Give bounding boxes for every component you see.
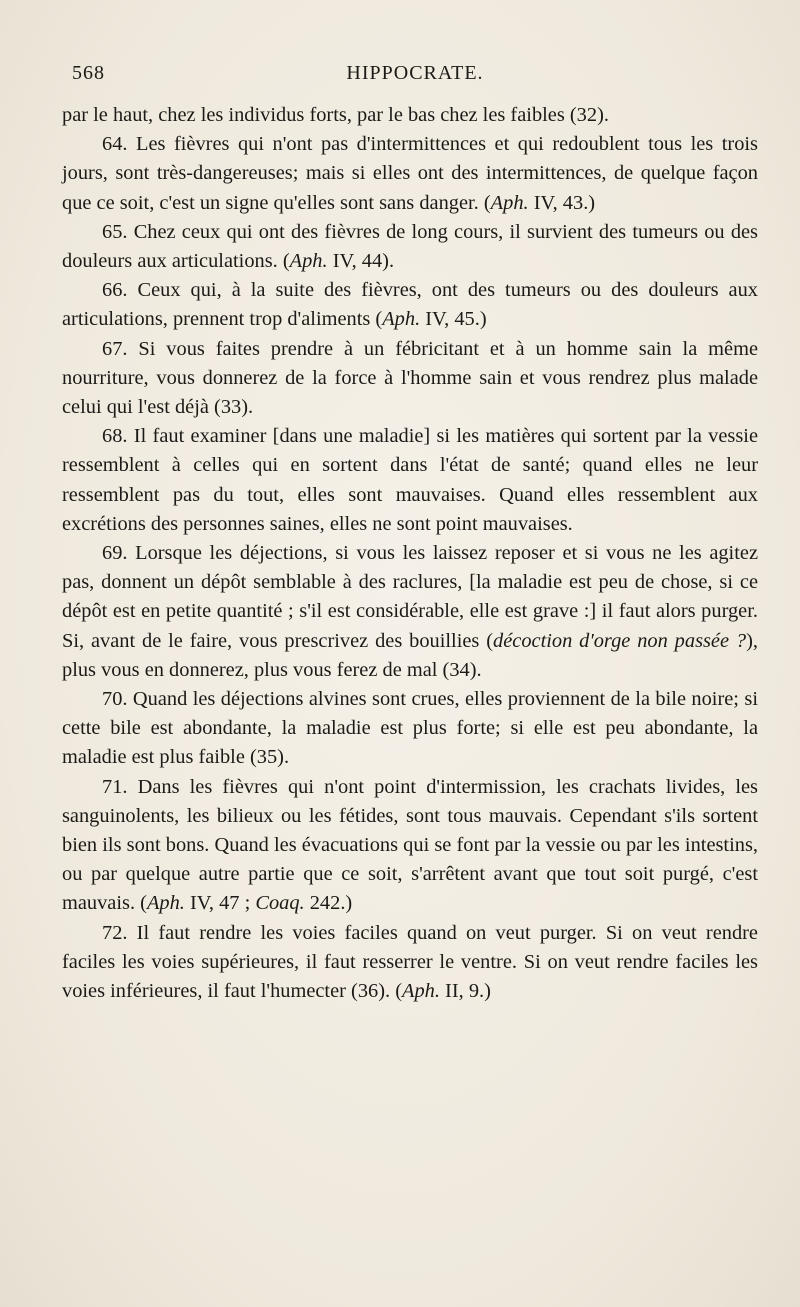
italic-text: Coaq.	[255, 892, 305, 915]
aphorism-72	[62, 919, 758, 1007]
text-run: 72. Il faut rendre les voies faciles quand on veut purger. Si on veut rendre faciles les voies supérieures, il faut resserrer le ventre. Si on veut rendre faciles les voies inférieures, il faut l'humecter (36). (	[62, 921, 758, 1003]
text-run: 67. Si vous faites prendre à un fébricitant et à un homme sain la même nourriture, vous donnerez de la force à l'homme sain et vous rendrez plus malade celui qui l'est déjà (33).	[62, 337, 758, 419]
running-title: HIPPOCRATE.	[346, 62, 484, 84]
text-run: 70. Quand les déjections alvines sont crues, elles proviennent de la bile noire; si cette bile est abondante, la maladie est plus forte; si elle est peu abondante, la maladie est plus faible (35).	[62, 688, 758, 769]
italic-text: Aph.	[146, 892, 185, 915]
aphorism-70	[62, 685, 758, 773]
aphorism-68	[62, 422, 758, 539]
text-run: 69. Lorsque les déjections, si vous les laissez reposer et si vous ne les agitez pas, donnent un dépôt semblable à des raclures, [la maladie est peu de chose, si ce dépôt est en petite quantité ; s'il est considérable, elle est grave :] il faut alors purger. Si, avant de le faire, vous prescrivez des bouillies (	[62, 542, 758, 652]
text-run: 65. Chez ceux qui ont des fièvres de long cours, il survient des tumeurs ou des douleurs aux articulations. (	[62, 220, 758, 273]
page-body	[62, 101, 758, 1006]
text-run: ), plus vous en donnerez, plus vous ferez de mal (34).	[62, 629, 758, 681]
text-run: IV, 44).	[327, 250, 395, 273]
italic-text: Aph.	[490, 191, 529, 214]
italic-text: décoction d'orge non passée ?	[493, 629, 747, 652]
text-run: 242.)	[304, 892, 353, 915]
aphorism-69	[62, 539, 758, 685]
italic-text: Aph.	[402, 980, 440, 1003]
text-run: 68. Il faut examiner [dans une maladie] si les matières qui sortent par la vessie ressemblent à celles qui en sortent dans l'état de santé; quand elles ne leur ressemblent pas du tout, elles sont mauvaises. Quand elles ressemblent aux excrétions des personnes saines, elles ne sont point mauvaises.	[62, 425, 758, 535]
text-run: 71. Dans les fièvres qui n'ont point d'intermission, les crachats livides, les sanguinolents, les bilieux ou les fétides, sont tous mauvais. Cependant s'ils sortent bien ils sont bons. Quand les évacuations qui se font par la vessie ou par les intestins, ou par quelque autre partie que ce soit, s'arrêtent avant que tout soit purgé, c'est mauvais. (	[62, 775, 758, 915]
paragraph-continuation	[62, 101, 758, 130]
text-run: IV, 43.)	[528, 191, 596, 214]
aphorism-71	[62, 773, 758, 919]
page-number: 568	[72, 62, 105, 84]
italic-text: Aph.	[289, 250, 328, 273]
aphorism-67	[62, 335, 758, 423]
text-run: 66. Ceux qui, à la suite des fièvres, ont des tumeurs ou des douleurs aux articulations, prennent trop d'aliments (	[62, 279, 758, 331]
text-run: IV, 47 ;	[184, 892, 256, 915]
text-run: par le haut, chez les individus forts, par le bas chez les faibles (32).	[62, 104, 609, 126]
aphorism-64	[62, 130, 758, 218]
text-run: II, 9.)	[439, 980, 491, 1003]
aphorism-66	[62, 276, 758, 334]
text-run: 64. Les fièvres qui n'ont pas d'intermittences et qui redoublent tous les trois jours, sont très-dangereuses; mais si elles ont des intermittences, de quelque façon que ce soit, c'est un signe qu'elles sont sans danger. (	[62, 133, 758, 214]
text-run: IV, 45.)	[420, 308, 487, 331]
page-header	[72, 62, 758, 90]
aphorism-65	[62, 218, 758, 276]
italic-text: Aph.	[382, 308, 421, 331]
